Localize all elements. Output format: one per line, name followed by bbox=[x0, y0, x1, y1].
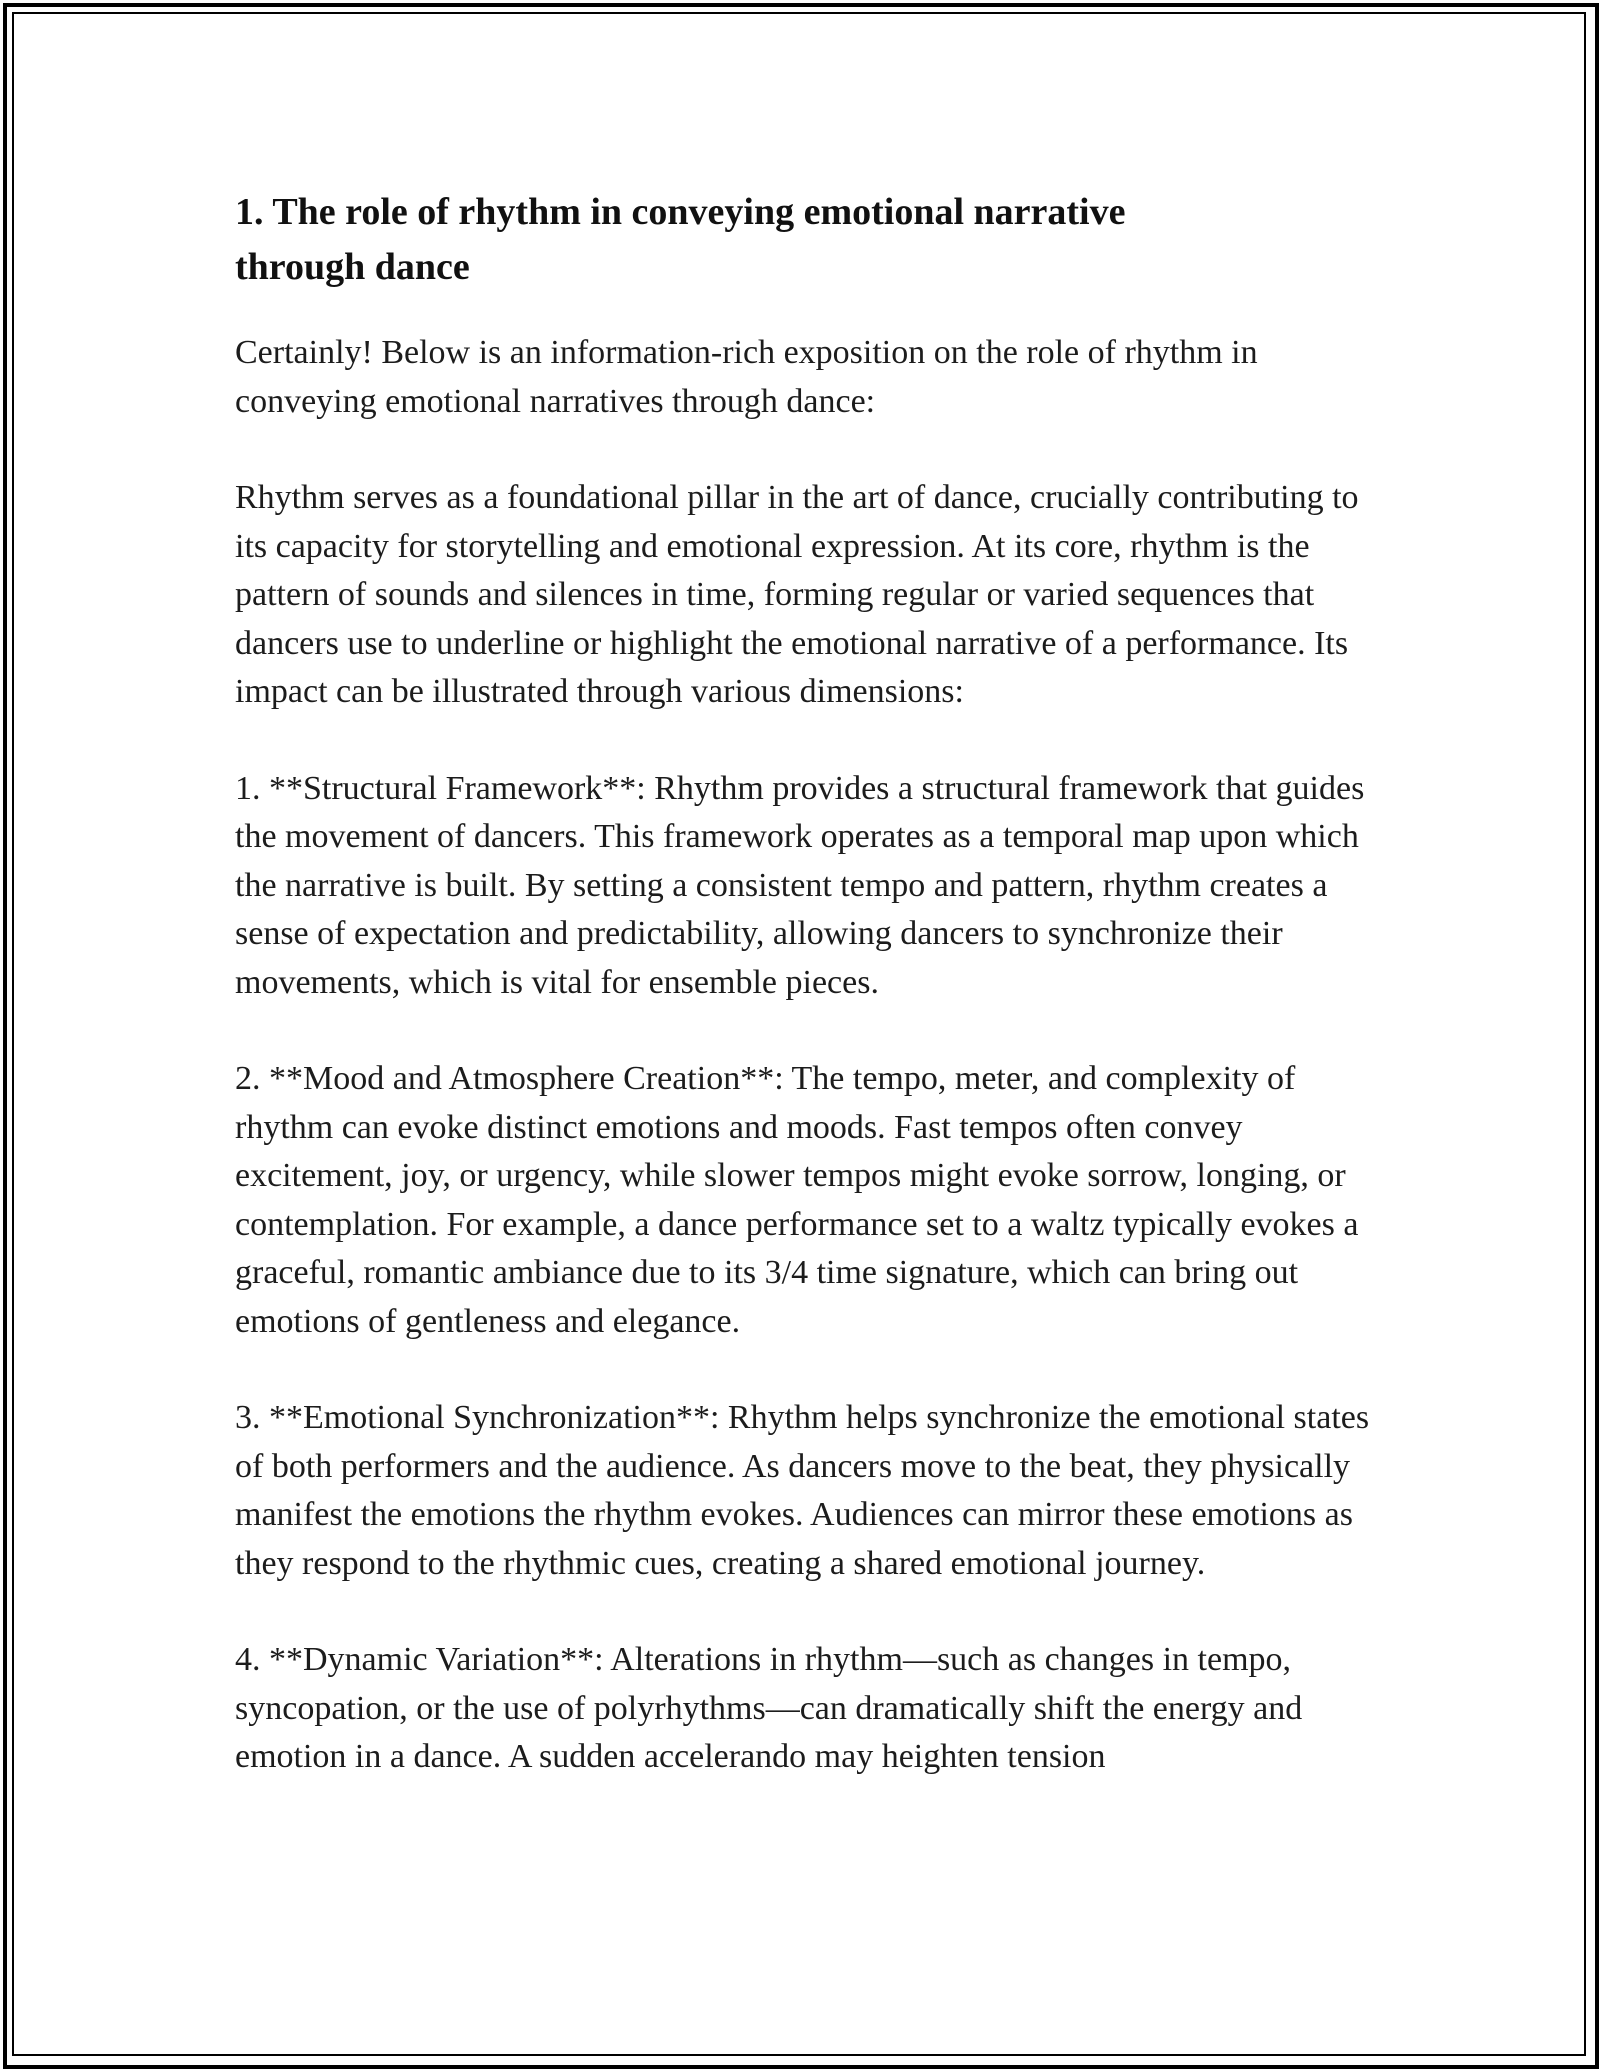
section-heading: 1. The role of rhythm in conveying emotional narrative through dance bbox=[235, 191, 1126, 288]
document-body bbox=[235, 185, 1385, 1830]
point-mood-atmosphere: 2. **Mood and Atmosphere Creation**: The tempo, meter, and complexity of rhythm can evoke distinct emotions and moods. Fast tempos often convey excitement, joy, or urgency, while slower tempos might evoke sorrow, longing, or contemplation. For example, a dance performance set to a waltz typically evokes a graceful, romantic ambiance due to its 3/4 time signature, which can bring out emotions of gentleness and elegance. bbox=[235, 1060, 1359, 1340]
point-structural-framework: 1. **Structural Framework**: Rhythm provides a structural framework that guides the movement of dancers. This framework operates as a temporal map upon which the narrative is built. By setting a consistent tempo and pattern, rhythm creates a sense of expectation and predictability, allowing dancers to synchronize their movements, which is vital for ensemble pieces. bbox=[235, 769, 1365, 1001]
point-dynamic-variation: 4. **Dynamic Variation**: Alterations in rhythm—such as changes in tempo, syncopation, or the use of polyrhythms—can dramatically shift the energy and emotion in a dance. A sudden accelerando may heighten tension bbox=[235, 1641, 1303, 1775]
intro-paragraph: Certainly! Below is an information-rich exposition on the role of rhythm in conveying emotional narratives through dance: bbox=[235, 334, 1258, 420]
overview-paragraph: Rhythm serves as a foundational pillar in the art of dance, crucially contributing to its capacity for storytelling and emotional expression. At its core, rhythm is the pattern of sounds and silences in time, forming regular or varied sequences that dancers use to underline or highlight the emotional narrative of a performance. Its impact can be illustrated through various dimensions: bbox=[235, 479, 1359, 710]
point-emotional-synchronization: 3. **Emotional Synchronization**: Rhythm helps synchronize the emotional states of both performers and the audience. As dancers move to the beat, they physically manifest the emotions the rhythm evokes. Audiences can mirror these emotions as they respond to the rhythmic cues, creating a shared emotional journey. bbox=[235, 1399, 1370, 1582]
